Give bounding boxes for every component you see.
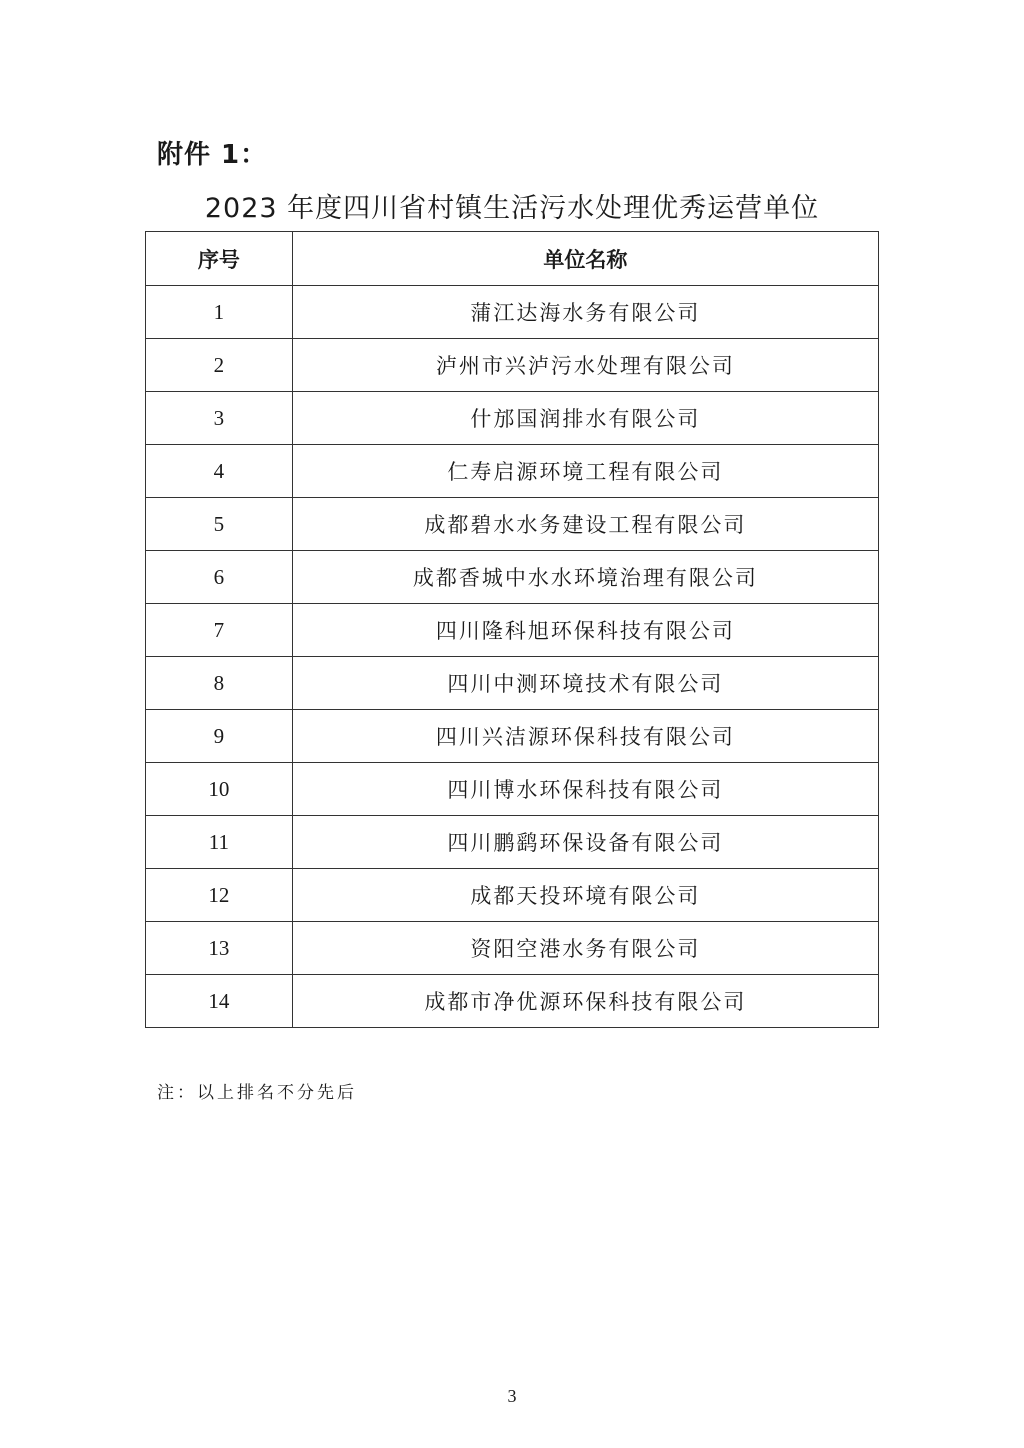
row-unit-name: 四川兴洁源环保科技有限公司 — [292, 710, 878, 763]
footnote: 注：以上排名不分先后 — [157, 1083, 357, 1103]
row-index: 4 — [146, 445, 293, 498]
row-unit-name: 资阳空港水务有限公司 — [292, 922, 878, 975]
row-index: 12 — [146, 869, 293, 922]
row-unit-name: 成都碧水水务建设工程有限公司 — [292, 498, 878, 551]
row-index: 5 — [146, 498, 293, 551]
table-row — [146, 445, 879, 498]
row-index: 1 — [146, 286, 293, 339]
row-unit-name: 成都香城中水水环境治理有限公司 — [292, 551, 878, 604]
row-unit-name: 什邡国润排水有限公司 — [292, 392, 878, 445]
row-index: 9 — [146, 710, 293, 763]
table-row — [146, 657, 879, 710]
units-table — [145, 231, 879, 1028]
table-row — [146, 286, 879, 339]
header-row — [146, 232, 879, 286]
row-index: 13 — [146, 922, 293, 975]
row-unit-name: 四川中测环境技术有限公司 — [292, 657, 878, 710]
row-unit-name: 成都市净优源环保科技有限公司 — [292, 975, 878, 1028]
table-body — [146, 286, 879, 1028]
table-row — [146, 922, 879, 975]
row-unit-name: 泸州市兴泸污水处理有限公司 — [292, 339, 878, 392]
row-index: 8 — [146, 657, 293, 710]
row-unit-name: 蒲江达海水务有限公司 — [292, 286, 878, 339]
row-index: 14 — [146, 975, 293, 1028]
row-index: 11 — [146, 816, 293, 869]
document-title: 2023 年度四川省村镇生活污水处理优秀运营单位 — [204, 193, 820, 224]
table-row — [146, 498, 879, 551]
row-index: 7 — [146, 604, 293, 657]
row-unit-name: 成都天投环境有限公司 — [292, 869, 878, 922]
header-index: 序号 — [146, 232, 293, 286]
row-unit-name: 仁寿启源环境工程有限公司 — [292, 445, 878, 498]
attachment-label: 附件 1： — [157, 140, 268, 170]
table-row — [146, 975, 879, 1028]
table-row — [146, 763, 879, 816]
row-index: 3 — [146, 392, 293, 445]
table-header — [146, 232, 879, 286]
row-index: 10 — [146, 763, 293, 816]
table-row — [146, 551, 879, 604]
row-unit-name: 四川鹏鹞环保设备有限公司 — [292, 816, 878, 869]
table-row — [146, 339, 879, 392]
header-name: 单位名称 — [292, 232, 878, 286]
row-index: 6 — [146, 551, 293, 604]
table-row — [146, 869, 879, 922]
table-row — [146, 604, 879, 657]
row-unit-name: 四川隆科旭环保科技有限公司 — [292, 604, 878, 657]
table-row — [146, 710, 879, 763]
table-row — [146, 816, 879, 869]
table-row — [146, 392, 879, 445]
page-number: 3 — [507, 1386, 517, 1406]
row-unit-name: 四川博水环保科技有限公司 — [292, 763, 878, 816]
row-index: 2 — [146, 339, 293, 392]
